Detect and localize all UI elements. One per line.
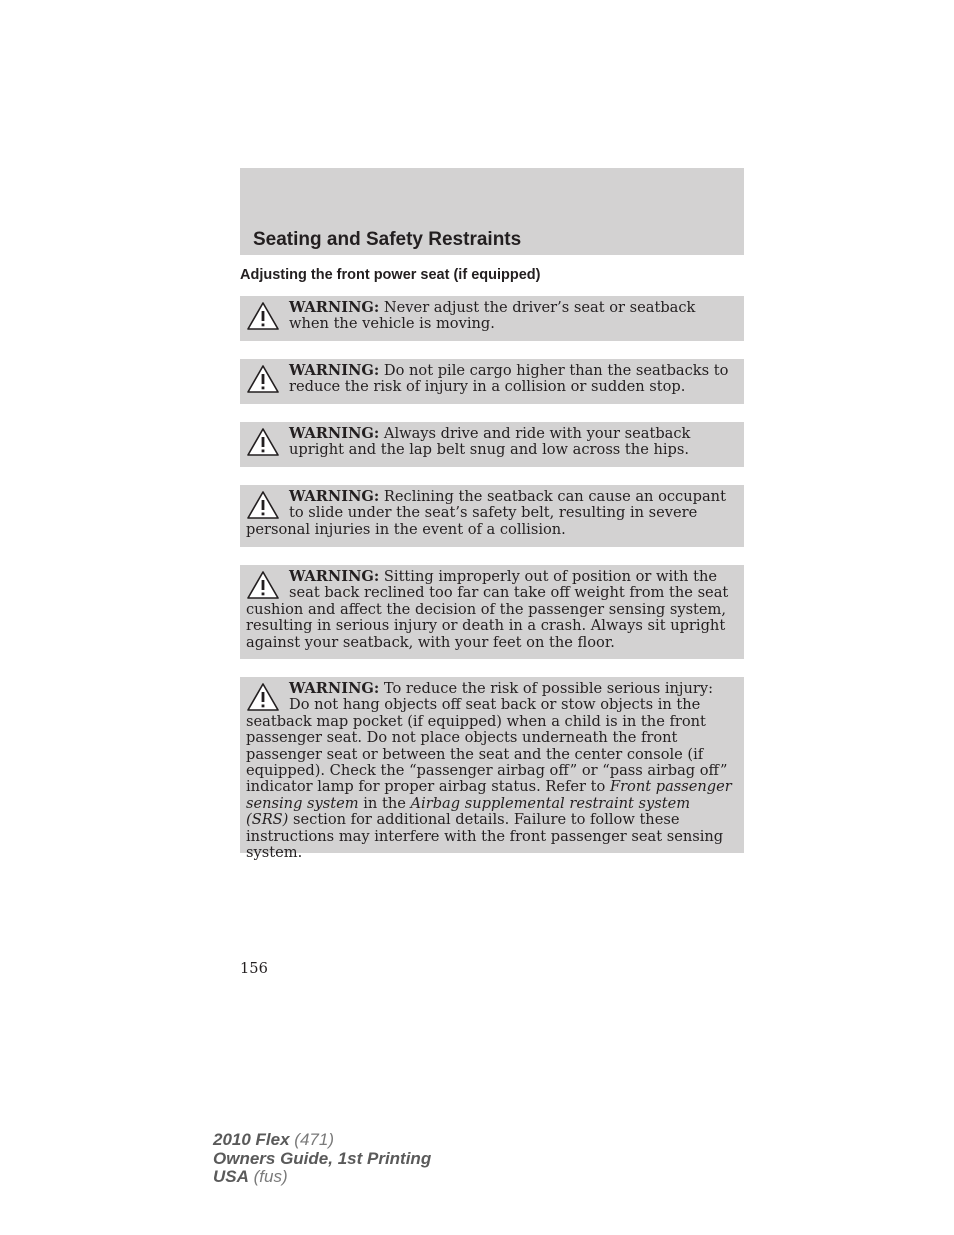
warning-triangle-icon: [246, 490, 280, 520]
warning-box: [240, 359, 744, 404]
footer-line: [213, 1131, 431, 1150]
warning-box: [240, 422, 744, 467]
warning-label: WARNING:: [289, 362, 380, 379]
section-title: Seating and Safety Restraints: [253, 229, 522, 250]
footer-region-code: (fus): [253, 1167, 288, 1186]
page-number: 156: [240, 960, 268, 977]
warning-text: in the: [358, 794, 411, 812]
warning-triangle-icon: [246, 364, 280, 394]
footer-line: [213, 1168, 431, 1187]
warning-text: Sitting improperly out of position or with the seat back reclined too far can take off weight from the seat cushion and affect the decision of the passenger sensing system, resulting in serious injury or death in a crash. Always sit upright against your seatback, with your feet on the floor.: [246, 568, 729, 651]
warning-box: [240, 677, 744, 862]
warning-text: Always drive and ride with your seatback upright and the lap belt snug and low across the hips.: [289, 425, 691, 459]
cross-reference: Airbag supplemental restraint system (SRS): [246, 794, 691, 829]
warning-text: Reclining the seatback can cause an occupant to slide under the seat’s safety belt, resulting in severe personal injuries in the event of a collision.: [246, 488, 726, 538]
document-footer: [213, 1131, 431, 1187]
footer-guide: Owners Guide, 1st Printing: [213, 1148, 432, 1168]
cross-reference: Front passenger sensing system: [246, 778, 732, 812]
warning-triangle-icon: [246, 682, 280, 712]
warning-triangle-icon: [246, 570, 280, 600]
warning-text: Do not pile cargo higher than the seatbacks to reduce the risk of injury in a collision or sudden stop.: [289, 362, 729, 396]
footer-line: [213, 1150, 431, 1169]
warning-label: WARNING:: [289, 680, 380, 697]
footer-region: USA: [213, 1167, 249, 1186]
footer-model: 2010 Flex: [213, 1130, 290, 1149]
warning-text: To reduce the risk of possible serious injury: Do not hang objects off seat back or stow objects in the seatback map pocket (if equipped) when a child is in the front passenger seat. Do not place objects underneath the front passenger seat or between the seat and the center console (if equipped). Check the “passenger airbag off” or “pass airbag off” indicator lamp for proper airbag status. Refer to: [246, 680, 728, 796]
warning-box: [240, 485, 744, 547]
section-header-band: [240, 168, 744, 255]
warning-label: WARNING:: [289, 568, 380, 585]
sub-heading: Adjusting the front power seat (if equipped): [240, 267, 541, 283]
warning-label: WARNING:: [289, 488, 380, 505]
footer-model-code: (471): [294, 1130, 334, 1149]
warning-label: WARNING:: [289, 299, 380, 316]
warning-box: [240, 565, 744, 659]
warning-label: WARNING:: [289, 425, 380, 442]
warning-triangle-icon: [246, 427, 280, 457]
warning-triangle-icon: [246, 301, 280, 331]
warning-box: [240, 296, 744, 341]
warning-text: Never adjust the driver’s seat or seatback when the vehicle is moving.: [289, 299, 696, 333]
warning-text: section for additional details. Failure to follow these instructions may interfere with the front passenger seat sensing system.: [246, 811, 724, 862]
